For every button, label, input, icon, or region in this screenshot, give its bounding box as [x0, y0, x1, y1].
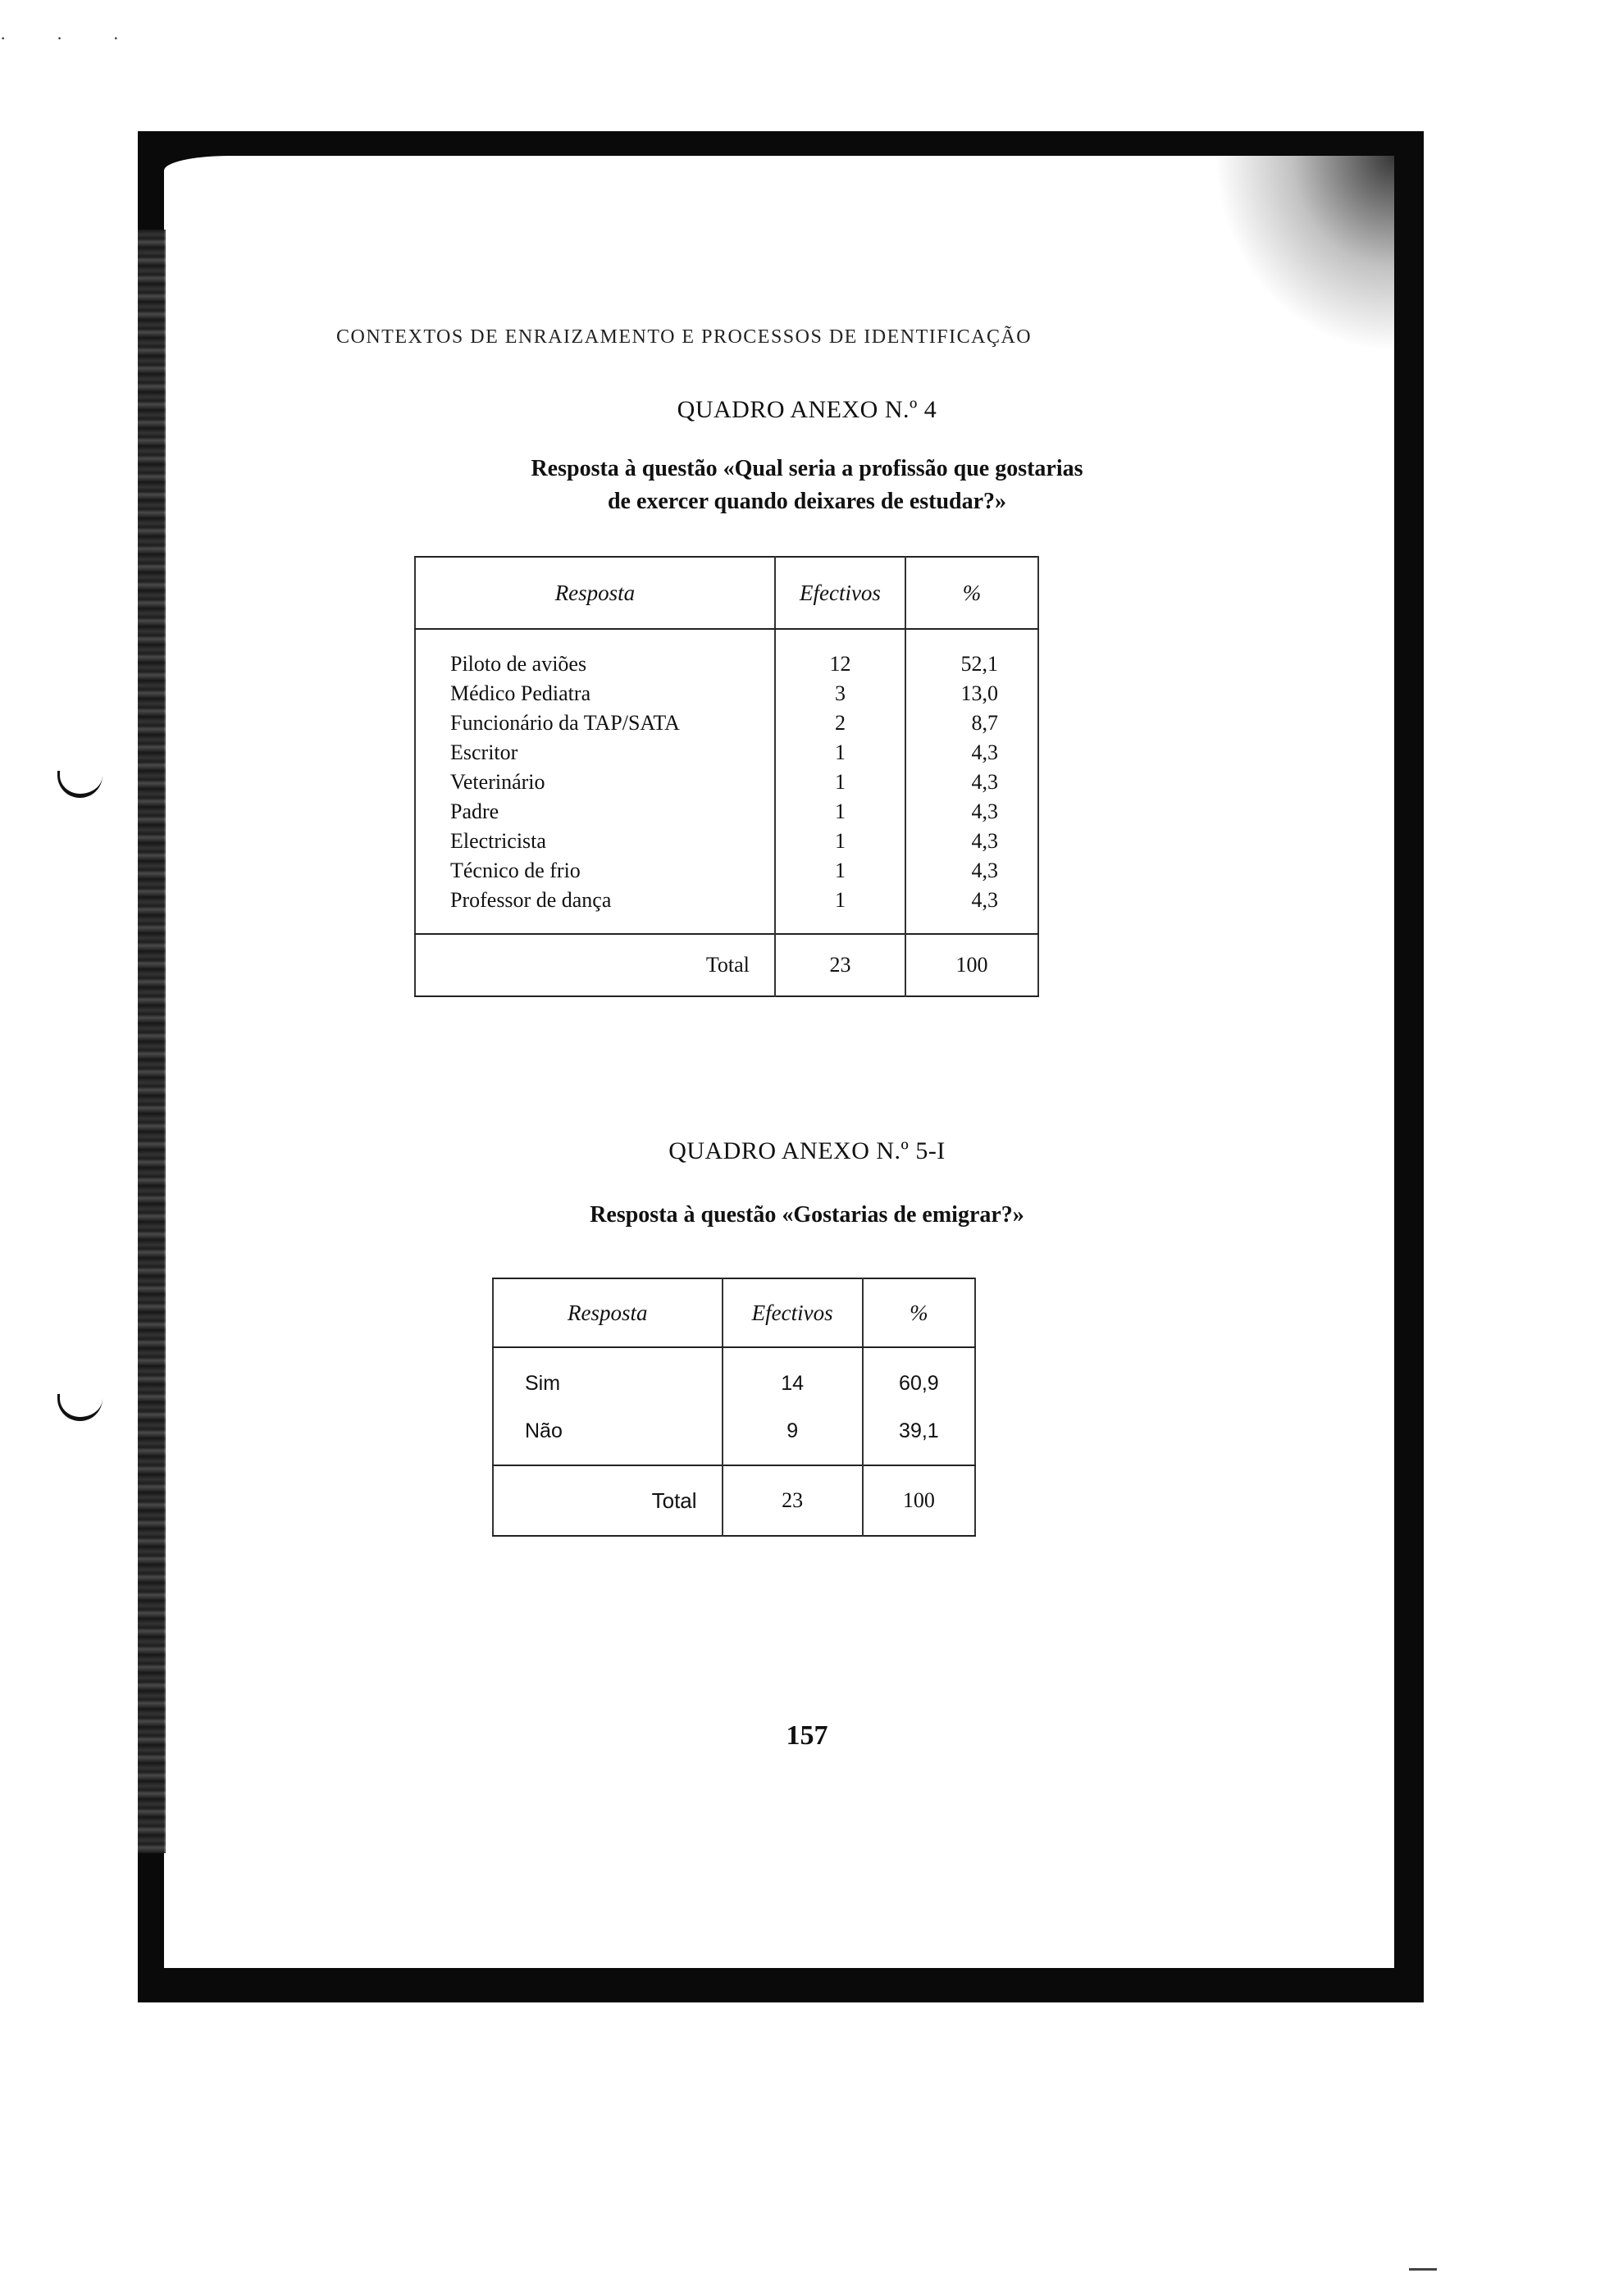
table-4-question-line: de exercer quando deixares de estudar?»	[607, 489, 1007, 514]
percent-column	[863, 1347, 975, 1465]
table-cell-percent: 39,1	[899, 1419, 939, 1442]
table-cell-count: 1	[834, 740, 846, 764]
running-header: CONTEXTOS DE ENRAIZAMENTO E PROCESSOS DE IDENTIFICAÇÃO	[336, 326, 1033, 348]
total-count: 23	[775, 934, 905, 996]
table-cell-response: Piloto de aviões	[450, 652, 587, 676]
table-cell-count: 2	[834, 711, 846, 735]
scan-mark	[1409, 2268, 1437, 2271]
table-cell-percent: 4,3	[971, 829, 998, 853]
table-cell-response: Escritor	[450, 740, 518, 764]
table-cell-count: 1	[834, 800, 846, 823]
table-4	[414, 556, 1039, 997]
table-cell-percent: 60,9	[899, 1372, 939, 1395]
table-4-title: QUADRO ANEXO N.º 4	[677, 396, 937, 423]
binder-hole-mark	[57, 771, 103, 798]
binder-hole-mark	[57, 1394, 103, 1421]
table-cell-percent: 13,0	[960, 681, 998, 705]
table-cell-count: 14	[781, 1372, 805, 1395]
table-cell-response: Padre	[450, 800, 499, 823]
table-cell-response: Electricista	[450, 829, 546, 853]
page-number: 157	[786, 1720, 828, 1751]
table-cell-response: Professor de dança	[450, 888, 612, 912]
table-cell-percent: 52,1	[960, 652, 998, 676]
table-cell-count: 1	[834, 829, 846, 853]
table-cell-response: Não	[525, 1419, 563, 1442]
scan-specks: · · ·	[0, 28, 142, 48]
response-column	[415, 629, 775, 934]
document-page	[164, 156, 1394, 1968]
table-5-question: Resposta à questão «Gostarias de emigrar?»	[590, 1202, 1024, 1228]
table-cell-response: Técnico de frio	[450, 859, 581, 882]
column-header-percent: %	[863, 1278, 975, 1347]
total-count: 23	[723, 1465, 863, 1536]
total-label: Total	[493, 1465, 723, 1536]
table-4-question	[0, 453, 1614, 518]
percent-column	[905, 629, 1038, 934]
table-cell-count: 1	[834, 770, 846, 794]
table-body	[415, 629, 1038, 934]
table-cell-percent: 4,3	[971, 770, 998, 794]
table-cell-response: Médico Pediatra	[450, 681, 591, 705]
table-cell-response: Veterinário	[450, 770, 545, 794]
table-cell-count: 1	[834, 888, 846, 912]
table-cell-count: 1	[834, 859, 846, 882]
total-label: Total	[415, 934, 775, 996]
table-body	[493, 1347, 975, 1465]
table-cell-percent: 8,7	[971, 711, 998, 735]
response-column	[493, 1347, 723, 1465]
table-cell-count: 12	[829, 652, 851, 676]
table-cell-percent: 4,3	[971, 859, 998, 882]
table-cell-percent: 4,3	[971, 800, 998, 823]
table-5	[492, 1278, 976, 1537]
table-cell-response: Sim	[525, 1372, 561, 1395]
table-cell-percent: 4,3	[971, 888, 998, 912]
table-header-row	[493, 1278, 975, 1347]
scan-corner-shadow	[1214, 156, 1394, 353]
count-column	[775, 629, 905, 934]
column-header-count: Efectivos	[775, 557, 905, 629]
column-header-response: Resposta	[493, 1278, 723, 1347]
column-header-percent: %	[905, 557, 1038, 629]
table-cell-count: 3	[834, 681, 846, 705]
count-column	[723, 1347, 863, 1465]
table-5-title: QUADRO ANEXO N.º 5-I	[668, 1137, 946, 1164]
table-cell-percent: 4,3	[971, 740, 998, 764]
total-percent: 100	[905, 934, 1038, 996]
table-total-row	[493, 1465, 975, 1536]
table-4-question-line: Resposta à questão «Qual seria a profissão que gostarias	[531, 456, 1083, 481]
table-header-row	[415, 557, 1038, 629]
column-header-count: Efectivos	[723, 1278, 863, 1347]
column-header-response: Resposta	[415, 557, 775, 629]
table-cell-response: Funcionário da TAP/SATA	[450, 711, 680, 735]
total-percent: 100	[863, 1465, 975, 1536]
table-cell-count: 9	[786, 1419, 799, 1442]
table-total-row	[415, 934, 1038, 996]
